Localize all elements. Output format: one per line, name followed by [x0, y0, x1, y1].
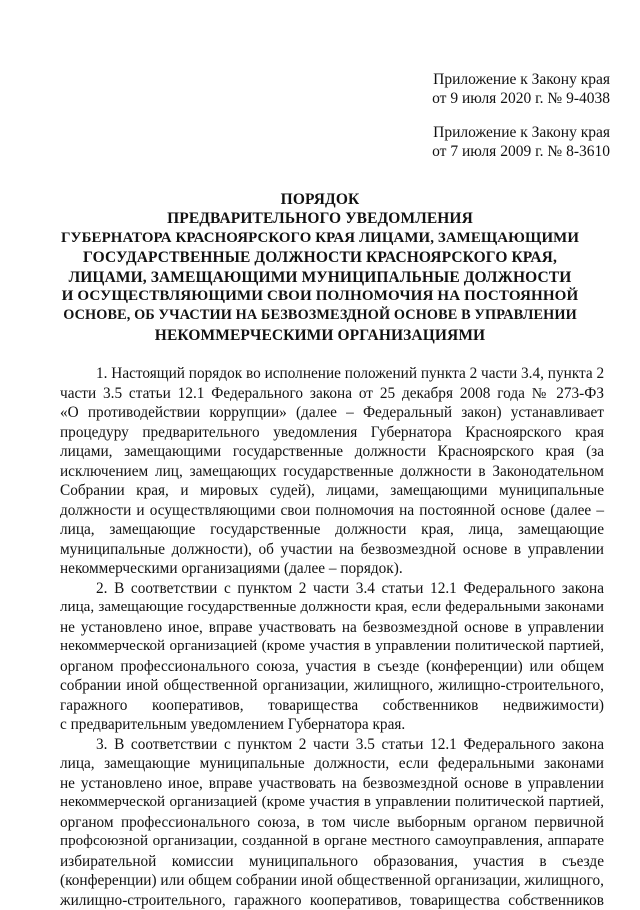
- annex-line: Приложение к Закону края: [432, 70, 610, 89]
- annex-note-2020: [432, 70, 610, 108]
- paragraph-line: гаражного кооперативов, товарищества собственников недвижимости): [60, 696, 604, 716]
- title-line: ОСНОВЕ, ОБ УЧАСТИИ НА БЕЗВОЗМЕЗДНОЙ ОСНОВЕ В УПРАВЛЕНИИ: [60, 306, 580, 325]
- paragraph-line: собрании иной общественной организации, жилищного, жилищно-строительного,: [60, 676, 604, 696]
- paragraph-line: лица, замещающие государственные должности края, лица, замещающие: [60, 520, 604, 540]
- title-line: НЕКОММЕРЧЕСКИМИ ОРГАНИЗАЦИЯМИ: [60, 326, 580, 345]
- paragraph-line: лицами, замещающими государственные должности Красноярского края (за: [60, 442, 604, 462]
- title-line: И ОСУЩЕСТВЛЯЮЩИМИ СВОИ ПОЛНОМОЧИЯ НА ПОСТОЯННОЙ: [60, 287, 580, 306]
- document-body: [60, 364, 604, 910]
- title-line: ЛИЦАМИ, ЗАМЕЩАЮЩИМИ МУНИЦИПАЛЬНЫЕ ДОЛЖНОСТИ: [60, 268, 580, 287]
- paragraph-line: исключением лиц, замещающих государственные должности в Законодательном: [60, 462, 604, 482]
- paragraph-line: с предварительным уведомлением Губернатора края.: [60, 715, 604, 735]
- paragraph-line: не установлено иное, вправе участвовать на безвозмездной основе в управлении: [60, 618, 604, 638]
- paragraph-line: некоммерческой организацией (кроме участия в управлении политической партией,: [60, 637, 604, 657]
- paragraph-line: не установлено иное, вправе участвовать на безвозмездной основе в управлении: [60, 774, 604, 794]
- paragraph-line: Собрании края, и мировых судей), лицами, замещающими муниципальные: [60, 481, 604, 501]
- paragraph-line: избирательной комиссии муниципального образования, участия в съезде: [60, 852, 604, 872]
- paragraph-3: [60, 735, 604, 910]
- scan-artifact: [232, 0, 322, 6]
- paragraph-line: профсоюзной организации, созданной в органе местного самоуправления, аппарате: [60, 832, 604, 852]
- paragraph-line: некоммерческой организацией (кроме участия в управлении политической партией,: [60, 793, 604, 813]
- paragraph-line: органом профессионального союза, в том числе выборным органом первичной: [60, 813, 604, 833]
- paragraph-line: части 3.5 статьи 12.1 Федерального закона от 25 декабря 2008 года № 273-ФЗ: [60, 384, 604, 404]
- annex-line: от 7 июля 2009 г. № 8-3610: [432, 142, 610, 161]
- paragraph-1: [60, 364, 604, 579]
- annex-line: Приложение к Закону края: [432, 123, 610, 142]
- paragraph-2: [60, 579, 604, 735]
- annex-note-2009: [432, 123, 610, 161]
- paragraph-line: 2. В соответствии с пунктом 2 части 3.4 статьи 12.1 Федерального закона: [60, 579, 604, 599]
- title-line: ПРЕДВАРИТЕЛЬНОГО УВЕДОМЛЕНИЯ: [60, 209, 580, 228]
- title-line: ГОСУДАРСТВЕННЫЕ ДОЛЖНОСТИ КРАСНОЯРСКОГО КРАЯ,: [60, 248, 580, 267]
- paragraph-line: «О противодействии коррупции» (далее – Федеральный закон) устанавливает: [60, 403, 604, 423]
- title-line: ГУБЕРНАТОРА КРАСНОЯРСКОГО КРАЯ ЛИЦАМИ, ЗАМЕЩАЮЩИМИ: [60, 229, 580, 248]
- paragraph-line: 1. Настоящий порядок во исполнение положений пункта 2 части 3.4, пункта 2: [60, 364, 604, 384]
- paragraph-line: (конференции) или общем собрании иной общественной организации, жилищного,: [60, 871, 604, 891]
- paragraph-line: должности и осуществляющими свои полномочия на постоянной основе (далее –: [60, 501, 604, 521]
- annex-line: от 9 июля 2020 г. № 9-4038: [432, 89, 610, 108]
- paragraph-line: муниципальные должности), об участии на безвозмездной основе в управлении: [60, 540, 604, 560]
- paragraph-line: 3. В соответствии с пунктом 2 части 3.5 статьи 12.1 Федерального закона: [60, 735, 604, 755]
- document-title: [60, 190, 580, 345]
- paragraph-line: жилищно-строительного, гаражного кооперативов, товарищества собственников: [60, 891, 604, 910]
- paragraph-line: лица, замещающие государственные должности края, если федеральными законами: [60, 598, 604, 618]
- paragraph-line: процедуру предварительного уведомления Губернатора Красноярского края: [60, 423, 604, 443]
- title-line: ПОРЯДОК: [60, 190, 580, 209]
- paragraph-line: органом профессионального союза, участия в съезде (конференции) или общем: [60, 657, 604, 677]
- paragraph-line: некоммерческими организациями (далее – порядок).: [60, 559, 604, 579]
- paragraph-line: лица, замещающие муниципальные должности, если федеральными законами: [60, 754, 604, 774]
